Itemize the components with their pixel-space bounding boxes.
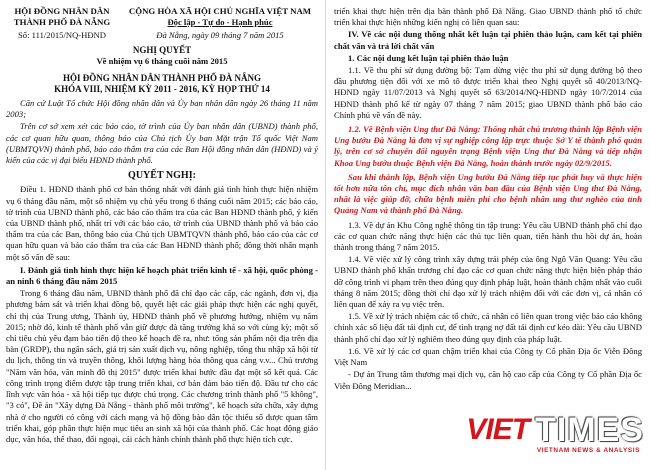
item-1-2: 1.2. Về Bệnh viện Ung thư Đà Nẵng: Thống nhất chủ trương thành lập Bệnh viện Ung bướu Đà Nẵng là đơn vị sự nghiệp công lập trực thuộc Sở Y tế thành phố quản lý, trên cơ sở chuyển đổi nguyên trạng Bệnh viện Ung thư Đà Nẵng và tiếp nhận Khoa Ung bướu thuộc Bệnh viện Đà Nẵng, hoàn thành trước ngày 02/9/2015.	[334, 124, 642, 168]
item-1-3: 1.3. Về dự án Khu Công nghệ thông tin tập trung: Yêu cầu UBND thành phố chỉ đạo các cơ quan chức năng thực hiện các thủ tục liên quan, tiến hành thu hồi dự án, hoàn thành trong tháng 7 năm 2015.	[334, 219, 642, 253]
council-title: HỘI ĐỒNG NHÂN DÂN THÀNH PHỐ ĐÀ NẴNG	[62, 72, 262, 83]
document-type: NGHỊ QUYẾT	[132, 45, 192, 56]
viettimes-watermark	[432, 411, 644, 466]
watermark-tagline: VIETNAM NEWS & ANALYSIS	[536, 447, 640, 454]
watermark-logo	[466, 411, 644, 449]
article-1: Điều 1. HĐND thành phố cơ bản thống nhất với đánh giá tình hình thực hiện nhiệm vụ 6 tháng đầu năm, một số nhiệm vụ chủ yếu trong 6 tháng cuối năm 2015; các báo cáo, tờ trình của UBND thành phố, các báo cáo thẩm tra của các Ban HĐND thành phố, ý kiến của UBND thành phố, nhất trí với các báo cáo, tờ trình của UBND thành phố và báo cáo thẩm tra của các Ban, thông báo của Chủ tịch UBMTQVN thành phố, báo cáo của các cơ quan hữu quan và báo cáo thẩm tra của các Ban HĐND thành phố; đồng thời nhấn mạnh một số vấn đề sau:	[6, 184, 318, 262]
watermark-brand-white: TIMES	[535, 411, 644, 449]
right-intro: triển khai thực hiện trên địa bàn thành phố Đà Nẵng. Giao UBND thành phố tổ chức triển khai thực hiện những kiến nghị có liên quan sau:	[334, 6, 642, 28]
national-title-block	[122, 6, 318, 28]
document-header	[6, 6, 318, 28]
session-title: KHÓA VIII, NHIỆM KỲ 2011 - 2016, KỲ HỌP THỨ 14	[54, 83, 270, 94]
legal-basis: Căn cứ Luật Tổ chức Hội đồng nhân dân và Ủy ban nhân dân ngày 26 tháng 11 năm 2003;	[6, 98, 318, 120]
considering-paragraph: Trên cơ sở xem xét các báo cáo, tờ trình của Ủy ban nhân dân (UBND) thành phố, các cơ quan hữu quan, thông báo của Chủ tịch Ủy ban Mặt trận Tổ quốc Việt Nam (UBMTQVN) thành phố, báo cáo thẩm tra của các Ban Hội đồng nhân dân (HĐND) và ý kiến của các vị đại biểu HĐND thành phố.	[6, 121, 318, 166]
resolves-heading: QUYẾT NGHỊ:	[128, 170, 196, 182]
left-page	[6, 6, 318, 468]
section-4-heading: IV. Về các nội dung thống nhất kết luận tại phiên thảo luận, cam kết tại phiên chất vấn và trả lời chất vấn	[334, 29, 642, 51]
document-meta	[6, 30, 318, 41]
right-page	[334, 6, 642, 468]
national-motto: Độc lập - Tự do - Hạnh phúc	[167, 17, 273, 27]
republic-name: CỘNG HÒA XÃ HỘI CHỦ NGHĨA VIỆT NAM	[128, 6, 312, 16]
issuer-block	[6, 6, 118, 28]
document-number: Số: 111/2015/NQ-HĐND	[18, 30, 106, 40]
document-subject: Về nhiệm vụ 6 tháng cuối năm 2015	[96, 56, 228, 67]
item-1-5: 1.5. Về xử lý trách nhiệm các tổ chức, cá nhân có liên quan trong việc báo cáo không chính xác số liệu đất tái định cư, để tình trạng nợ đất tái định cư kéo dài: Yêu cầu UBND thành phố chỉ đạo xử lý nghiêm theo đúng quy định của pháp luật.	[334, 311, 642, 344]
item-1-heading: 1. Các nội dung kết luận tại phiên thảo luận	[348, 52, 509, 63]
section-1-heading: I. Đánh giá tình hình thực hiện kế hoạch phát triển kinh tế - xã hội, quốc phòng - an ninh 6 tháng đầu năm 2015	[6, 264, 318, 287]
item-1-6: 1.6. Về xử lý các cơ quan chậm triển khai của Công ty Cổ phần Địa ốc Viễn Đông Việt Nam	[334, 345, 642, 368]
document-date: Đà Nẵng, ngày 09 tháng 7 năm 2015	[156, 30, 284, 40]
watermark-brand-red: VIET	[466, 413, 530, 446]
item-1-2-continued: Sau khi thành lập, Bệnh viện Ung bướu Đà Nẵng tiếp tục phát huy và thực hiện tốt hơn nữa tôn chỉ, mục đích nhân văn ban đầu của Bệnh viện Ung thư Đà Nẵng, nhất là việc giúp đỡ, chữa bệnh miễn phí cho bệnh nhân ung thư nghèo của tỉnh Quảng Nam và thành phố Đà Nẵng.	[334, 171, 642, 216]
item-1-1: 1.1. Về thu phí sử dụng đường bộ: Tạm dừng việc thu phí sử dụng đường bộ theo đầu phương tiện đối với xe mô tô được triển khai theo Nghị quyết số 40/2013/NQ-HĐND ngày 11/07/2013 và Nghị quyết số 63/2014/NQ-HĐND ngày 10/7/2014 của HĐND thành phố kể từ ngày 07 tháng 7 năm 2015; giao UBND thành phố báo cáo Chính phủ về vấn đề này.	[334, 65, 642, 120]
issuer-council: HỘI ĐỒNG NHÂN DÂN	[14, 6, 110, 16]
page-gutter	[325, 0, 326, 470]
item-1-4: 1.4. Về việc xử lý công trình xây dựng trái phép của ông Ngô Văn Quang: Yêu cầu UBND thành phố khẩn trương chỉ đạo các cơ quan chức năng thực hiện biện pháp tháo dỡ công trình vi phạm trên theo đúng quy định pháp luật, hoàn thành chậm nhất vào cuối tháng 8 năm 2015; đồng thời chỉ đạo xử lý trách nhiệm đối với các đơn vị, cá nhân có liên quan để xảy ra vụ việc trên.	[334, 254, 642, 310]
issuer-city: THÀNH PHỐ ĐÀ NẴNG	[13, 17, 111, 27]
item-1-6-continued: - Dự án Trung tâm thương mại dịch vụ, căn hộ cao cấp của Công ty Cổ phần Địa ốc Viễn Đông Meridian...	[334, 369, 642, 391]
section-1-body: Trong 6 tháng đầu năm, UBND thành phố đã chỉ đạo các cấp, các ngành, đơn vị, địa phương bám sát và triển khai đồng bộ, quyết liệt các giải pháp thực hiện các nghị quyết, chỉ thị của Trung ương, Thành ủy, HĐND thành phố về phương hướng, nhiệm vụ năm 2015; nhờ đó, kinh tế thành phố vẫn giữ được đà tăng trưởng khá so với cùng kỳ; một số chỉ tiêu chủ yếu đạm bảo tiến độ theo kế hoạch đề ra, như: tổng sản phẩm nội địa trên địa bàn (GRDP), thu ngân sách, giá trị sản xuất dịch vụ, nông nghiệp, tổng thu nhập xã hội từ du lịch, thông tin và truyền thông, khối lượng hàng hóa thông qua cảng v.v... Chủ trương "Năm văn hóa, văn minh đô thị 2015" được triển khai bước đầu đạt một số kết quả. Các công trình trọng điểm được tập trung triển khai, cơ bản đảm bảo tiến độ. Đầu tư cho các lĩnh vực văn hóa - xã hội tiếp tục được chú trọng. Các chương trình thành phố "5 không", "3 có", Đề án "Xây dựng Đà Nẵng - thành phố môi trường", kế hoạch sửa chữa, xây dựng nhà ở cho người có công với cách mạng và hộ đồng bào dân tộc thiểu số được quan tâm triển khai, góp phần thực hiện mục tiêu an sinh xã hội của thành phố. Các hoạt động giáo dục, văn hóa, thể thao, đối ngoại, cải cách hành chính thành phố thực hiện tích cực.	[6, 288, 318, 444]
